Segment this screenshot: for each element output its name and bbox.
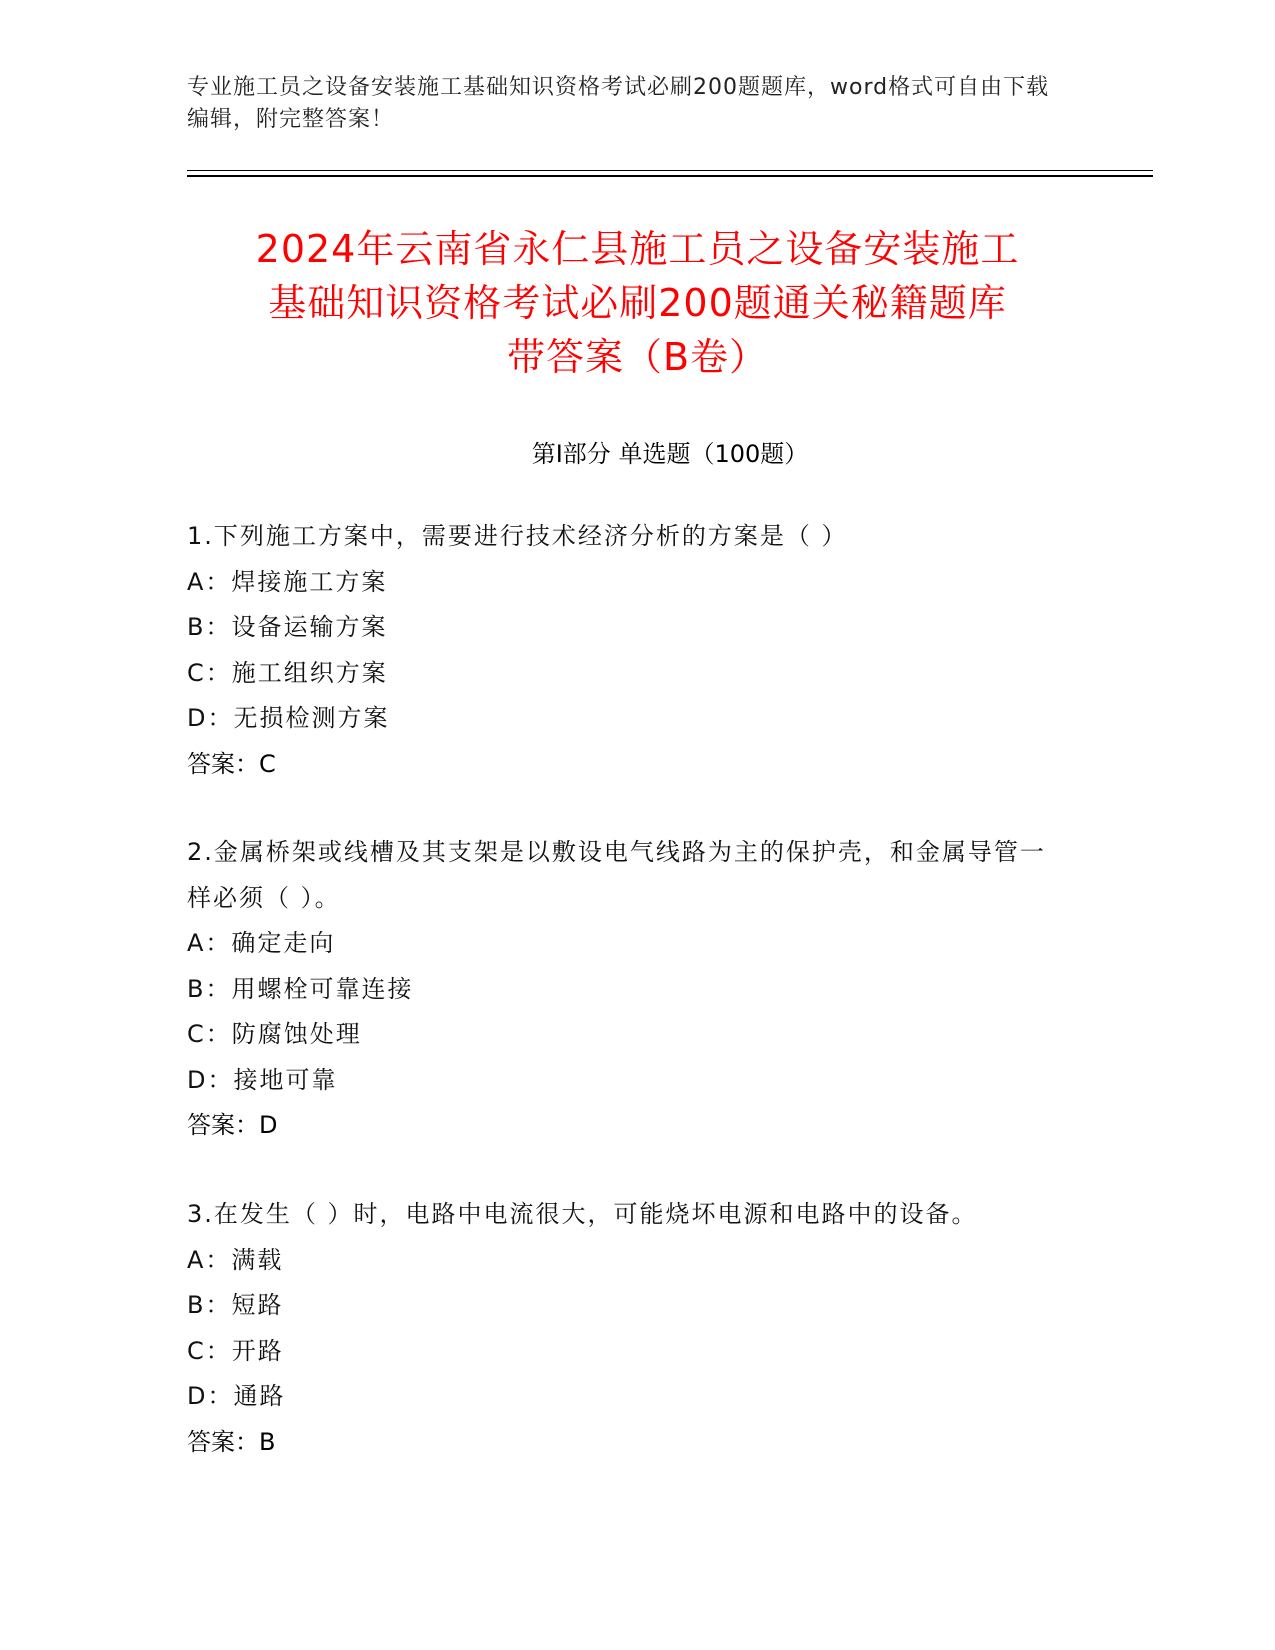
question-answer: 答案：D xyxy=(187,1111,278,1139)
title-line-1: 2024年云南省永仁县施工员之设备安装施工 xyxy=(255,227,1020,271)
header-divider-thin xyxy=(187,170,1153,171)
document-header-note: 专业施工员之设备安装施工基础知识资格考试必刷200题题库，word格式可自由下载编辑，附完整答案！ xyxy=(187,75,1050,132)
question-stem: 1.下列施工方案中，需要进行技术经济分析的方案是（ ） xyxy=(187,522,848,550)
title-line-3: 带答案（B卷） xyxy=(506,335,769,379)
option-c: C：防腐蚀处理 xyxy=(187,1020,362,1048)
option-a: A：焊接施工方案 xyxy=(187,567,388,596)
option-a: A：满载 xyxy=(187,1245,284,1274)
question-3 xyxy=(187,1192,1067,1465)
option-d: D：接地可靠 xyxy=(187,1065,338,1094)
question-stem: 3.在发生（ ）时，电路中电流很大，可能烧坏电源和电路中的设备。 xyxy=(187,1200,978,1228)
question-1 xyxy=(187,514,1067,787)
question-answer: 答案：B xyxy=(187,1427,276,1456)
question-answer: 答案：C xyxy=(187,749,276,778)
document-title xyxy=(150,222,1125,384)
section-heading: 第I部分 单选题（100题） xyxy=(531,440,809,468)
option-d: D：通路 xyxy=(187,1382,286,1410)
question-2 xyxy=(187,830,1067,1149)
title-line-2: 基础知识资格考试必刷200题通关秘籍题库 xyxy=(268,281,1007,325)
option-b: B：用螺栓可靠连接 xyxy=(187,974,414,1003)
option-c: C：开路 xyxy=(187,1336,284,1365)
option-d: D：无损检测方案 xyxy=(187,704,390,732)
question-stem: 2.金属桥架或线槽及其支架是以敷设电气线路为主的保护壳，和金属导管一样必须（ ）。 xyxy=(187,838,1046,912)
option-c: C：施工组织方案 xyxy=(187,658,388,687)
option-b: B：设备运输方案 xyxy=(187,613,388,641)
header-divider-thick xyxy=(187,175,1153,177)
option-b: B：短路 xyxy=(187,1291,284,1319)
option-a: A：确定走向 xyxy=(187,929,336,957)
